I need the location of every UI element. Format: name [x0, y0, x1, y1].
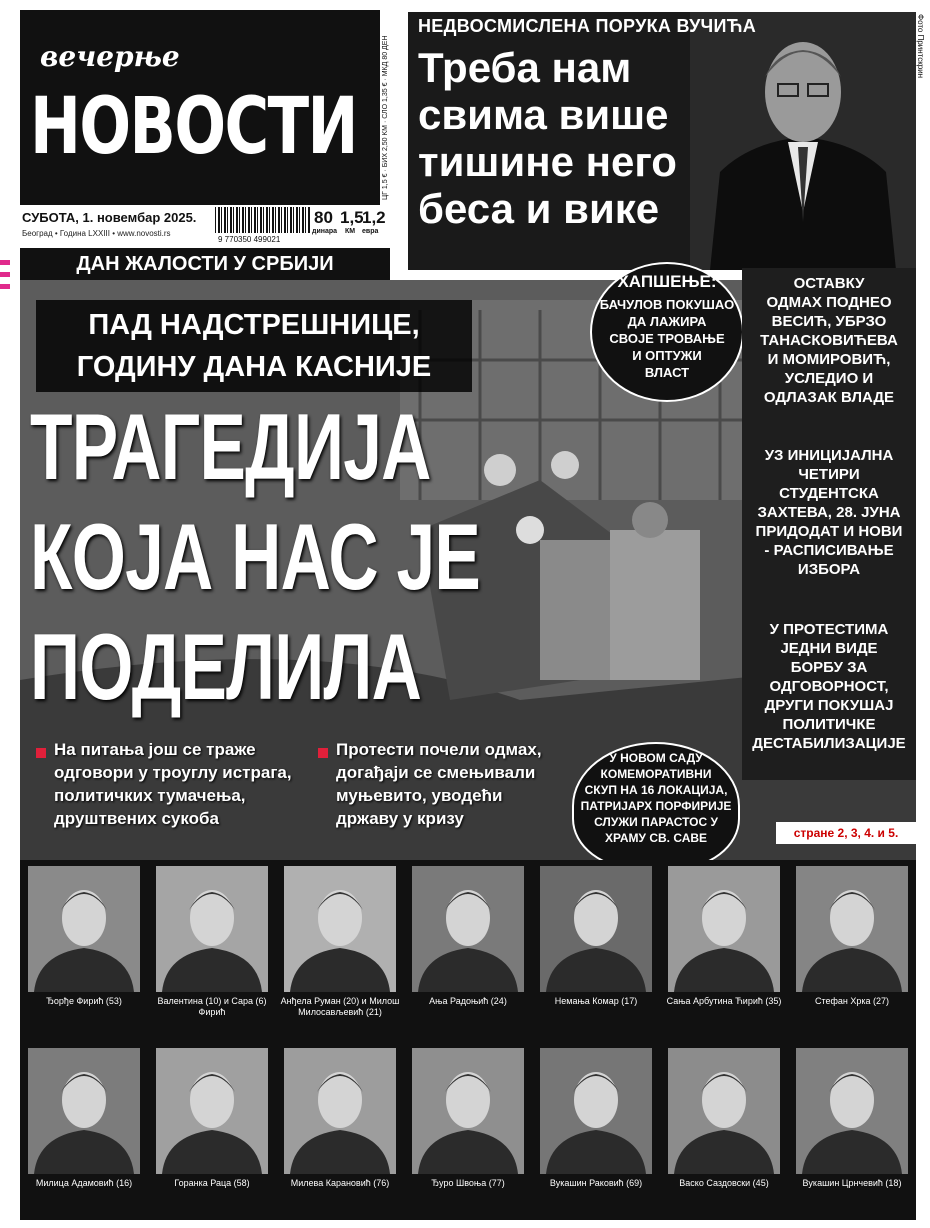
price-eur: 1,2 — [362, 208, 386, 227]
photo-credit: Фото Принтскрин — [916, 14, 925, 79]
victim-name: Милева Карановић (76) — [290, 1178, 390, 1188]
barcode-number: 9 770350 499021 — [218, 235, 281, 244]
side-paragraph-protests: У ПРОТЕСТИМА ЈЕДНИ ВИДЕ БОРБУ ЗА ОДГОВОРНОСТ, ДРУГИ ПОКУШАЈ ПОЛИТИЧКЕ ДЕСТАБИЛИЗАЦИЈЕ — [752, 621, 906, 752]
victim-portrait — [540, 1048, 652, 1174]
victim-name: Ђорђе Фирић (53) — [46, 996, 122, 1006]
side-paragraph-demands: УЗ ИНИЦИЈАЛНА ЧЕТИРИ СТУДЕНТСКА ЗАХТЕВА, 28. ЈУНА ПРИДОДАТ И НОВИ - РАСПИСИВАЊЕ ИЗБОРА — [755, 447, 903, 578]
victim-portrait — [156, 866, 268, 992]
victim-name: Вукашин Раковић (69) — [549, 1178, 643, 1188]
victim-name: Вукашин Црнчевић (18) — [802, 1178, 902, 1188]
issue-info: Београд • Година LXXIII • www.novosti.rs — [22, 229, 171, 238]
victim-portrait — [412, 1048, 524, 1174]
victim-name: Ђуро Швоња (77) — [431, 1178, 505, 1188]
bullet-investigations: На питања још се траже одговори у троуглу истрага, политичких тумачења, друштвених сукоба — [54, 740, 292, 828]
arrest-text: БАЧУЛОВ ПОКУШАО ДА ЛАЖИРА СВОЈЕ ТРОВАЊЕ И ОПТУЖИ ВЛАСТ — [599, 297, 735, 380]
victim-portrait — [28, 1048, 140, 1174]
victim-portrait — [284, 866, 396, 992]
victim-name: Анђела Руман (20) и Милош Милосављевић (21) — [280, 996, 400, 1017]
pages-reference: стране 2, 3, 4. и 5. — [776, 822, 916, 844]
masthead-title: НОВОСТИ — [30, 82, 357, 172]
victim-portrait — [668, 1048, 780, 1174]
main-headline: ТРАГЕДИЈА КОЈА НАС ЈЕ ПОДЕЛИЛА — [30, 394, 481, 719]
arrest-title: ХАПШЕЊЕ: — [617, 272, 717, 291]
victim-portrait — [284, 1048, 396, 1174]
price-rsd: 80 — [314, 208, 333, 227]
victim-name: Васко Саздовски (45) — [679, 1178, 769, 1188]
side-paragraph-resignations: ОСТАВКУ ОДМАХ ПОДНЕО ВЕСИЋ, УБРЗО ТАНАСКОВИЋЕВА И МОМИРОВИЋ, УСЛЕДИО И ОДЛАЗАК ВЛАДЕ — [760, 275, 898, 406]
barcode-icon — [215, 207, 310, 233]
mourning-banner: ДАН ЖАЛОСТИ У СРБИЈИ — [20, 248, 390, 280]
vucic-photo — [690, 12, 916, 270]
victim-portrait — [28, 866, 140, 992]
victim-name: Горанка Раца (58) — [174, 1178, 250, 1188]
victim-portrait — [540, 866, 652, 992]
victim-name: Милица Адамовић (16) — [35, 1178, 133, 1188]
bullet-marker-icon — [318, 748, 328, 758]
price-km: 1,5 — [340, 208, 364, 227]
vucic-kicker: НЕДВОСМИСЛЕНА ПОРУКА ВУЧИЋА — [418, 16, 757, 36]
regional-prices: ЦГ 1,5 € · БИХ 2,50 KM · СЛО 1,35 € · МКД 80 ДЕН — [382, 35, 389, 200]
main-subhead: ПАД НАДСТРЕШНИЦЕ, ГОДИНУ ДАНА КАСНИЈЕ — [76, 309, 432, 383]
bullet-marker-icon — [36, 748, 46, 758]
issue-date: СУБОТА, 1. новембар 2025. — [22, 210, 197, 225]
victim-name: Немања Комар (17) — [554, 996, 638, 1006]
victim-name: Сања Арбутина Ћирић (35) — [666, 996, 782, 1006]
victim-portrait — [796, 1048, 908, 1174]
victim-name: Валентина (10) и Сара (6) Фирић — [157, 996, 267, 1017]
victim-portrait — [796, 866, 908, 992]
masthead-top-word: вечерње — [40, 40, 180, 73]
victim-name: Стефан Хрка (27) — [814, 996, 890, 1006]
victim-portrait — [668, 866, 780, 992]
victim-portrait — [156, 1048, 268, 1174]
price-rsd-unit: динара — [312, 228, 338, 235]
pink-marker — [0, 260, 10, 290]
victim-portrait — [412, 866, 524, 992]
victim-name: Ања Радоњић (24) — [429, 996, 507, 1006]
price-km-unit: КМ — [345, 228, 356, 235]
vucic-headline: Треба нам свима више тишине него беса и вике — [418, 44, 677, 232]
price-eur-unit: евра — [362, 228, 379, 235]
novi-sad-text: У НОВОМ САДУ КОМЕМОРАТИВНИ СКУП НА 16 ЛОКАЦИЈА, ПАТРИЈАРХ ПОРФИРИЈЕ СЛУЖИ ПАРАСТОС У ХРАМУ СВ. САВЕ — [580, 751, 732, 845]
bullet-protests: Протести почели одмах, догађаји се смењивали муњевито, уводећи државу у кризу — [336, 740, 542, 828]
